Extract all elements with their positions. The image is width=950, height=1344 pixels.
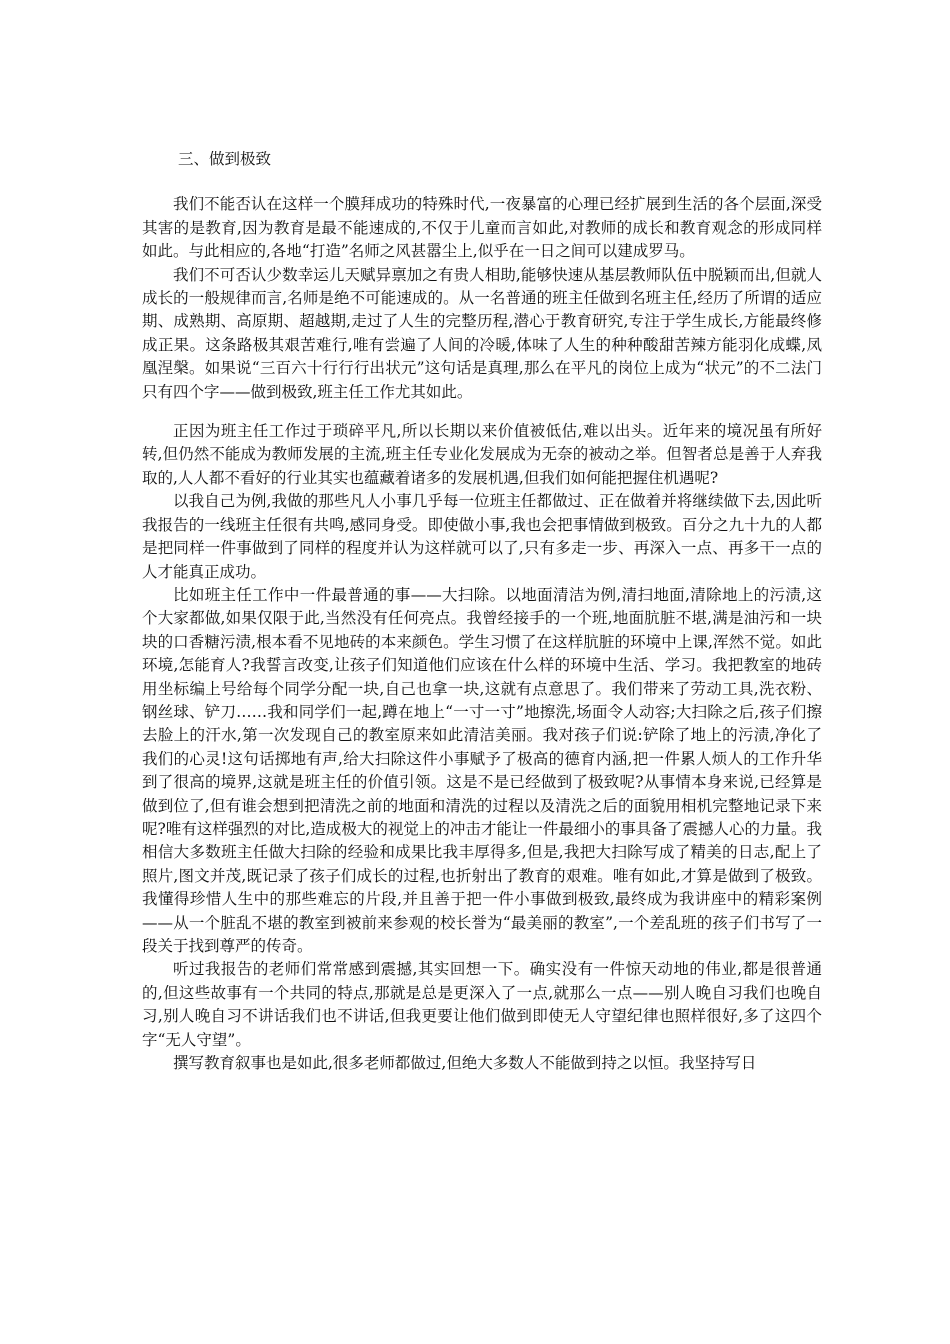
paragraph-1: 我们不能否认在这样一个膜拜成功的特殊时代,一夜暴富的心理已经扩展到生活的各个层面,深受其害的是教育,因为教育是最不能速成的,不仅于儿童而言如此,对教师的成长和教育观念的形成同样如此。与此相应的,各地“打造”名师之风甚嚣尘上,似乎在一日之间可以建成罗马。	[142, 195, 822, 261]
paragraph-6: 听过我报告的老师们常常感到震撼,其实回想一下。确实没有一件惊天动地的伟业,都是很普通的,但这些故事有一个共同的特点,那就是总是更深入了一点,就那么一点——别人晚自习我们也晚自习,别人晚自习不讲话我们也不讲话,但我更要让他们做到即使无人守望纪律也照样很好,多了这四个字“无人守望”。	[142, 960, 822, 1049]
document-page	[142, 148, 822, 1075]
paragraph-5: 比如班主任工作中一件最普通的事——大扫除。以地面清洁为例,清扫地面,清除地上的污渍,这个大家都做,如果仅限于此,当然没有任何亮点。我曾经接手的一个班,地面肮脏不堪,满是油污和一块块的口香糖污渍,根本看不见地砖的本来颜色。学生习惯了在这样肮脏的环境中上课,浑然不觉。如此环境,怎能育人?我誓言改变,让孩子们知道他们应该在什么样的环境中生活、学习。我把教室的地砖用坐标编上号给每个同学分配一块,自己也拿一块,这就有点意思了。我们带来了劳动工具,洗衣粉、钢丝球、铲刀……我和同学们一起,蹲在地上“一寸一寸”地擦洗,场面令人动容;大扫除之后,孩子们擦去脸上的汗水,第一次发现自己的教室原来如此清洁美丽。我对孩子们说:铲除了地上的污渍,净化了我们的心灵!这句话掷地有声,给大扫除这件小事赋予了极高的德育内涵,把一件累人烦人的工作升华到了很高的境界,这就是班主任的价值引领。这是不是已经做到了极致呢?从事情本身来说,已经算是做到位了,但有谁会想到把清洗之前的地面和清洗的过程以及清洗之后的面貌用相机完整地记录下来呢?唯有这样强烈的对比,造成极大的视觉上的冲击才能让一件最细小的事具备了震撼人心的力量。我相信大多数班主任做大扫除的经验和成果比我丰厚得多,但是,我把大扫除写成了精美的日志,配上了照片,图文并茂,既记录了孩子们成长的过程,也折射出了教育的艰难。唯有如此,才算是做到了极致。我懂得珍惜人生中的那些难忘的片段,并且善于把一件小事做到极致,最终成为我讲座中的精彩案例——从一个脏乱不堪的教室到被前来参观的校长誉为“最美丽的教室”,一个差乱班的孩子们书写了一段关于找到尊严的传奇。	[142, 585, 822, 955]
paragraph-7: 撰写教育叙事也是如此,很多老师都做过,但绝大多数人不能做到持之以恒。我坚持写日	[173, 1054, 757, 1073]
paragraph-3: 正因为班主任工作过于琐碎平凡,所以长期以来价值被低估,难以出头。近年来的境况虽有所好转,但仍然不能成为教师发展的主流,班主任专业化发展成为无奈的被动之举。但智者总是善于人弃我取的,人人都不看好的行业其实也蕴藏着诸多的发展机遇,但我们如何能把握住机遇呢?	[142, 422, 822, 487]
section-heading: 三、做到极致	[178, 150, 272, 168]
paragraph-4: 以我自己为例,我做的那些凡人小事几乎每一位班主任都做过、正在做着并将继续做下去,因此听我报告的一线班主任很有共鸣,感同身受。即使做小事,我也会把事情做到极致。百分之九十九的人都是把同样一件事做到了同样的程度并认为这样就可以了,只有多走一步、再深入一点、再多干一点的人才能真正成功。	[142, 492, 822, 581]
paragraph-2: 我们不可否认少数幸运儿天赋异禀加之有贵人相助,能够快速从基层教师队伍中脱颖而出,但就人成长的一般规律而言,名师是绝不可能速成的。从一名普通的班主任做到名班主任,经历了所谓的适应期、成熟期、高原期、超越期,走过了人生的完整历程,潜心于教育研究,专注于学生成长,方能最终修成正果。这条路极其艰苦难行,唯有尝遍了人间的冷暖,体味了人生的种种酸甜苦辣方能羽化成蝶,凤凰涅槃。如果说“三百六十行行行出状元”这句话是真理,那么在平凡的岗位上成为“状元”的不二法门只有四个字——做到极致,班主任工作尤其如此。	[142, 265, 822, 401]
